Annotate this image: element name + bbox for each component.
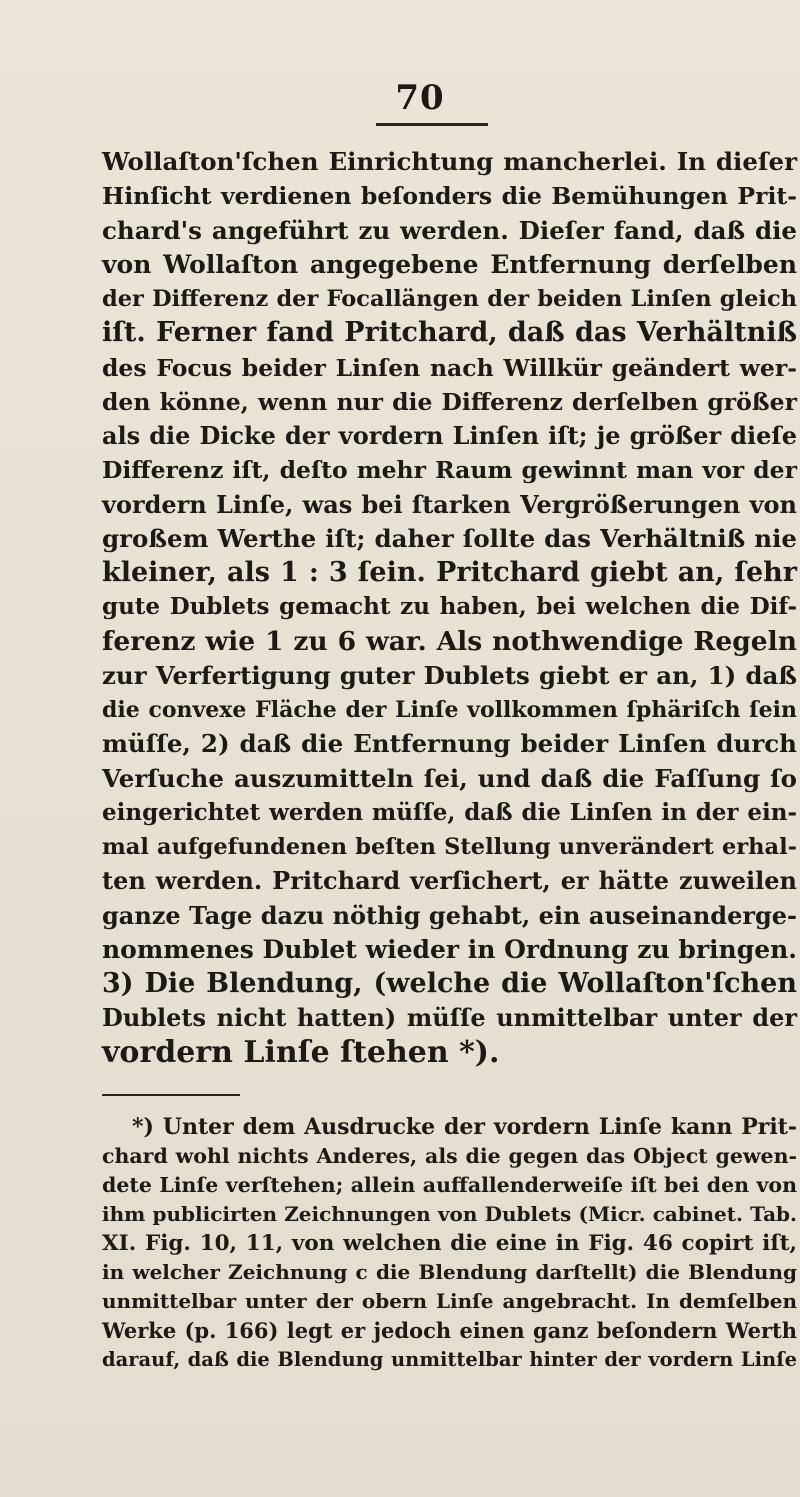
text-line: kleiner, als 1 : 3 ſein. Pritchard giebt an, ſehr [102,557,797,588]
footnote-line: *) Unter dem Ausdrucke der vordern Linſe kann Prit- [132,1114,797,1140]
text-line: als die Dicke der vordern Linſen iſt; je größer dieſe [102,421,797,450]
footnote-separator [102,1094,240,1096]
text-line: Verſuche auszumitteln ſei, und daß die Faſſung ſo [102,763,797,793]
page-number: 70 [395,78,445,118]
text-line: 3) Die Blendung, (welche die Wollaſton'ſchen [102,968,797,999]
text-line: eingerichtet werden müſſe, daß die Linſen in der ein- [102,798,797,826]
text-line: vordern Linſe ſtehen *). [102,1034,500,1070]
text-line: mal aufgefundenen beſten Stellung unverändert erhal- [102,834,797,860]
footnote-line: XI. Fig. 10, 11, von welchen die eine in Fig. 46 copirt iſt, [102,1231,797,1256]
text-line: ferenz wie 1 zu 6 war. Als nothwendige Regeln [102,625,797,657]
footnote-line: chard wohl nichts Anderes, als die gegen das Object gewen- [102,1144,797,1168]
text-line: großem Werthe iſt; daher ſollte das Verhältniß nie [102,523,797,553]
text-line: der Differenz der Focallängen der beiden Linſen gleich [102,286,797,312]
text-line: die convexe Fläche der Linſe vollkommen ſphäriſch ſein [102,697,797,723]
footnote-line: dete Linſe verſtehen; allein auffallenderweiſe iſt bei den von [102,1173,797,1197]
text-line: gute Dublets gemacht zu haben, bei welchen die Dif- [102,593,797,621]
footnote-line: in welcher Zeichnung c die Blendung darſtellt) die Blendung [102,1260,797,1284]
main-text-block [102,145,797,1070]
text-line: Differenz iſt, deſto mehr Raum gewinnt man vor der [102,456,797,485]
text-line: nommenes Dublet wieder in Ordnung zu bringen. [102,934,797,964]
text-line: von Wollaſton angegebene Entfernung derſelben [102,249,797,279]
text-line: chard's angeführt zu werden. Dieſer fand, daß die [102,215,797,245]
footnote-line: darauf, daß die Blendung unmittelbar hinter der vordern Linſe [102,1348,797,1371]
footnote-line: unmittelbar unter der obern Linſe angebracht. In demſelben [102,1289,797,1313]
text-line: iſt. Ferner fand Pritchard, daß das Verhältniß [102,317,797,349]
text-line: zur Verfertigung guter Dublets giebt er an, 1) daß [102,660,797,690]
text-line: des Focus beider Linſen nach Willkür geändert wer- [102,353,797,382]
footnote-line: ihm publicirten Zeichnungen von Dublets (Micr. cabinet. Tab. [102,1202,797,1226]
footnote-block [102,1113,797,1374]
text-line: den könne, wenn nur die Differenz derſelben größer [102,387,797,416]
text-line: Dublets nicht hatten) müſſe unmittelbar unter der [102,1003,797,1033]
footnote-line: Werke (p. 166) legt er jedoch einen ganz beſondern Werth [102,1318,797,1343]
text-line: ganze Tage dazu nöthig gehabt, ein auseinanderge- [102,900,797,930]
text-line: ten werden. Pritchard verſichert, er hätte zuweilen [102,866,797,896]
text-line: vordern Linſe, was bei ſtarken Vergrößerungen von [102,489,797,519]
text-line: müſſe, 2) daß die Entfernung beider Linſen durch [102,729,797,759]
page-number-underline [376,123,488,126]
text-line: Hinſicht verdienen beſonders die Bemühungen Prit- [102,182,797,211]
text-line: Wollaſton'ſchen Einrichtung mancherlei. In dieſer [102,147,797,176]
